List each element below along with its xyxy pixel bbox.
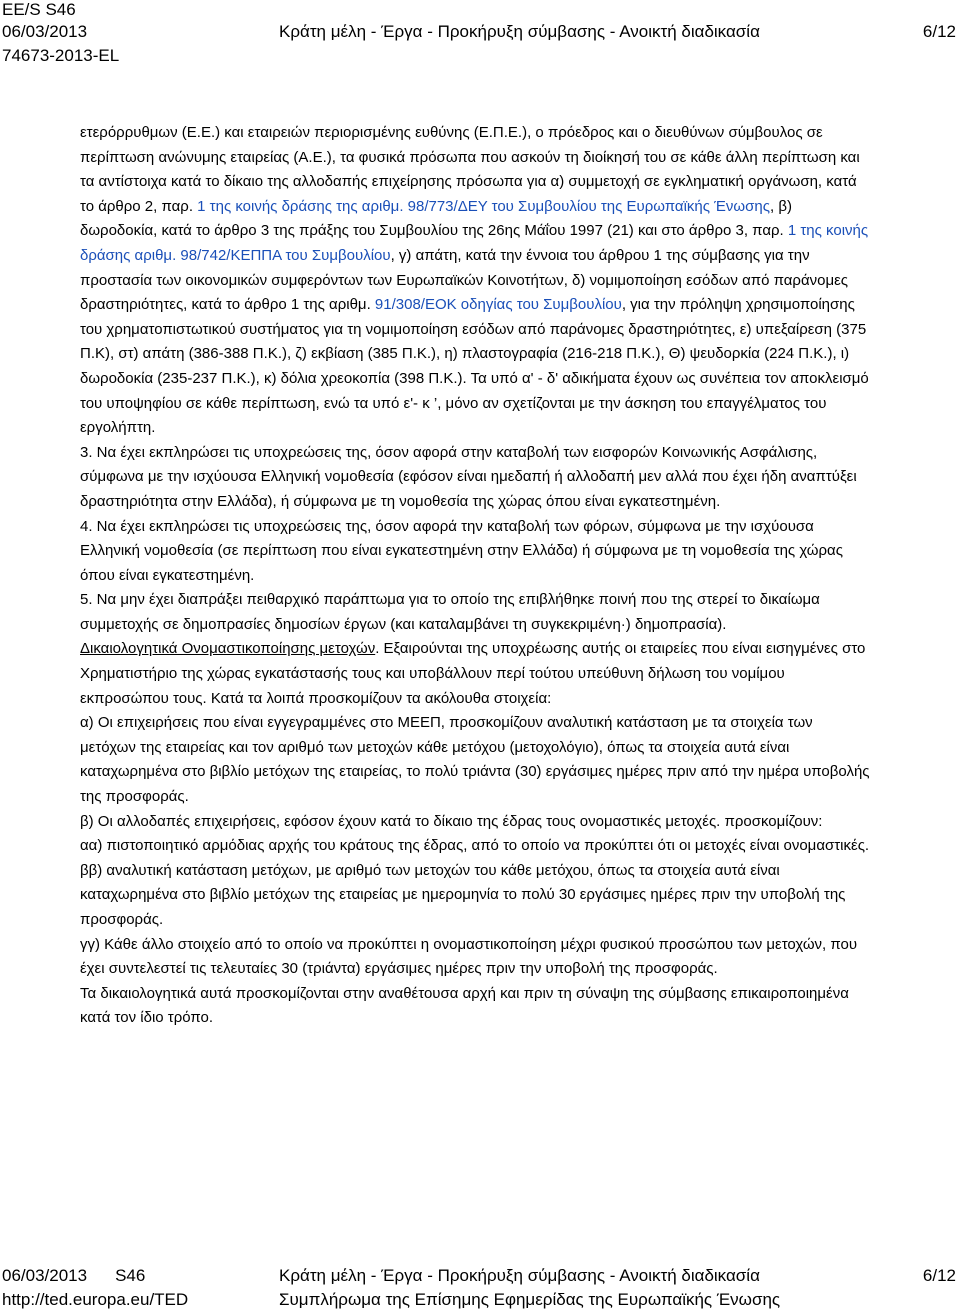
paragraph-social-security: 3. Να έχει εκπληρώσει τις υποχρεώσεις της, όσον αφορά στην καταβολή των εισφορών Κοινωνικής Ασφάλισης, σύμφωνα με την ισχύουσα Ελληνική νομοθεσία (εφόσον είναι ημεδαπή ή αλλοδαπή μεν αλλά που έχει ήδη αναπτύξει δραστηριότητα στην Ελλάδα), ή σύμφωνα με τη νομοθεσία της χώρας όπου είναι εγκατεστημένη. bbox=[80, 443, 857, 510]
header-issue: EE/S S46 bbox=[2, 0, 76, 19]
paragraph-text: ετερόρρυθμων (Ε.Ε.) και εταιρειών περιορισμένης ευθύνης (Ε.Π.Ε.), ο πρόεδρος και ο διευθύνων σύμβουλος σε περίπτωση ανώνυμης εταιρείας (Α.Ε.), τα φυσικά πρόσωπα που ασκούν τη διοίκησή του σε κάθε άλλη περίπτωση και τα αντίστοιχα κατά το δίκαιο της αλλοδαπής επιχείρησης πρόσωπα για α) συμμετοχή σε εγκληματική οργάνωση, κατά το άρθρο 2, παρ. bbox=[80, 124, 860, 215]
footer-page-number: 6/12 bbox=[922, 1266, 956, 1285]
footer-subtitle: Συμπλήρωμα της Επίσημης Εφημερίδας της Ευρωπαϊκής Ένωσης bbox=[279, 1290, 781, 1309]
footer-title: Κράτη μέλη - Έργα - Προκήρυξη σύμβασης - Ανοικτή διαδικασία bbox=[279, 1266, 760, 1285]
footer-date-issue bbox=[2, 1266, 145, 1286]
header-title: Κράτη μέλη - Έργα - Προκήρυξη σύμβασης - Ανοικτή διαδικασία bbox=[279, 22, 760, 41]
page-footer bbox=[0, 1264, 960, 1311]
paragraph-taxes: 4. Να έχει εκπληρώσει τις υποχρεώσεις της, όσον αφορά την καταβολή των φόρων, σύμφωνα με την ισχύουσα Ελληνική νομοθεσία (σε περίπτωση που είναι εγκατεστημένη στην Ελλάδα) ή σύμφωνα με τη νομοθεσία της χώρας όπου είναι εγκατεστημένη. bbox=[80, 517, 843, 584]
header-date: 06/03/2013 bbox=[2, 22, 88, 41]
footer-date: 06/03/2013 bbox=[2, 1266, 88, 1285]
paragraph-disciplinary: 5. Να μην έχει διαπράξει πειθαρχικό παράπτωμα για το οποίο της επιβλήθηκε ποινή που της στερεί το δικαίωμα συμμετοχής σε δημοπρασίες δημοσίων έργων (και καταλαμβάνει τη συγκεκριμένη·) δημοπρασία). bbox=[80, 591, 820, 633]
paragraph-item-bb: ββ) αναλυτική κατάσταση μετόχων, με αριθμό των μετοχών του κάθε μετόχου, όπως τα στοιχεία αυτά είναι καταχωρημένα στο βιβλίο μετόχων της εταιρείας με ημερομηνία το πολύ 30 εργάσιμες ημέρες πριν την υποβολή της προσφοράς. bbox=[80, 861, 846, 928]
footer-issue: S46 bbox=[115, 1266, 146, 1285]
paragraph-item-gg: γγ) Κάθε άλλο στοιχείο από το οποίο να προκύπτει η ονομαστικοποίηση μέχρι φυσικού προσώπου των μετοχών, που έχει συντελεστεί τις τελευταίες 30 (τριάντα) εργάσιμες ημέρες πριν την υποβολή της προσφοράς. bbox=[80, 935, 858, 978]
footer-url[interactable]: http://ted.europa.eu/TED bbox=[2, 1290, 189, 1309]
paragraph-item-b: β) Οι αλλοδαπές επιχειρήσεις, εφόσον έχουν κατά το δίκαιο της έδρας τους ονομαστικές μετοχές. προσκομίζουν: bbox=[80, 812, 823, 830]
legal-reference-link[interactable]: 91/308/ΕΟΚ οδηγίας του Συμβουλίου bbox=[374, 296, 622, 314]
legal-reference-link[interactable]: 1 της κοινής δράσης αριθμ. 98/742/ΚΕΠΠΑ του Συμβουλίου bbox=[80, 222, 869, 264]
paragraph-item-aa: αα) πιστοποιητικό αρμόδιας αρχής του κράτους της έδρας, από το οποίο να προκύπτει ότι οι μετοχές είναι ονομαστικές. bbox=[80, 837, 870, 855]
document-body bbox=[80, 121, 872, 1031]
page-header bbox=[0, 0, 960, 70]
paragraph-text: , γ) απάτη, κατά την έννοια του άρθρου 1 της σύμβασης για την προστασία των οικονομικών συμφερόντων των Ευρωπαϊκών Κοινοτήτων, δ) νομιμοποίηση εσόδων από παράνομες δραστηριότητες, κατά το άρθρο 1 της αριθμ. bbox=[80, 246, 849, 314]
paragraph-exclusion-offences bbox=[80, 121, 872, 441]
paragraph-item-a: α) Οι επιχειρήσεις που είναι εγγεγραμμένες στο ΜΕΕΠ, προσκομίζουν αναλυτική κατάσταση με τα στοιχεία των μετόχων της εταιρείας και τον αριθμό των μετοχών κάθε μετόχου (μετοχολόγιο), όπως τα στοιχεία αυτά είναι καταχωρημένα στο βιβλίο μετόχων της εταιρείας, το πολύ τριάντα (30) εργάσιμες ημέρες πριν από την ημέρα υποβολής της προσφοράς. bbox=[80, 714, 870, 806]
paragraph-text: , για την πρόληψη χρησιμοποίησης του χρηματοπιστωτικού συστήματος για τη νομιμοποίηση εσόδων από παράνομες δραστηριότητες, ε) υπεξαίρεση (375 Π.Κ), στ) απάτη (386-388 Π.Κ.), ζ) εκβίαση (385 Π.Κ.), η) πλαστογραφία (216-218 Π.Κ.), Θ) ψευδορκία (224 Π.Κ.), ι) δωροδοκία (235-237 Π.Κ.), κ) δόλια χρεοκοπία (398 Π.Κ.). Τα υπό α' - δ' αδικήματα έχουν ως συνέπεια τον αποκλεισμό του υποψηφίου σε κάθε περίπτωση, ενώ τα υπό ε'- κ ’, μόνο αν σχετίζονται με την άσκηση του επαγγέλματος του εργολήπτη. bbox=[80, 296, 869, 437]
legal-reference-link[interactable]: 1 της κοινής δράσης της αριθμ. 98/773/ΔΕΥ του Συμβουλίου της Ευρωπαϊκής Ένωσης bbox=[197, 197, 770, 215]
paragraph-text: , β) δωροδοκία, κατά το άρθρο 3 της πράξης του Συμβουλίου της 26ης Μάΐου 1997 (21) και στο άρθρο 3, παρ. bbox=[80, 197, 792, 240]
header-doc-id: 74673-2013-EL bbox=[2, 46, 120, 65]
paragraph-share-registration bbox=[80, 637, 872, 711]
paragraph-text: . Εξαιρούνται της υποχρέωσης αυτής οι εταιρείες που είναι εισηγμένες στο Χρηματιστήριο της χώρας εγκατάστασής τους και υποβάλλουν περί τούτου υπεύθυνη δήλωση του νομίμου εκπροσώπου τους. Κατά τα λοιπά προσκομίζουν τα ακόλουθα στοιχεία: bbox=[80, 640, 866, 707]
header-page-number: 6/12 bbox=[922, 22, 956, 41]
paragraph-closing: Τα δικαιολογητικά αυτά προσκομίζονται στην αναθέτουσα αρχή και πριν τη σύναψη της σύμβασης επικαιροποιημένα κατά τον ίδιο τρόπο. bbox=[80, 984, 849, 1027]
section-heading: Δικαιολογητικά Ονομαστικοποίησης μετοχών bbox=[80, 640, 376, 658]
